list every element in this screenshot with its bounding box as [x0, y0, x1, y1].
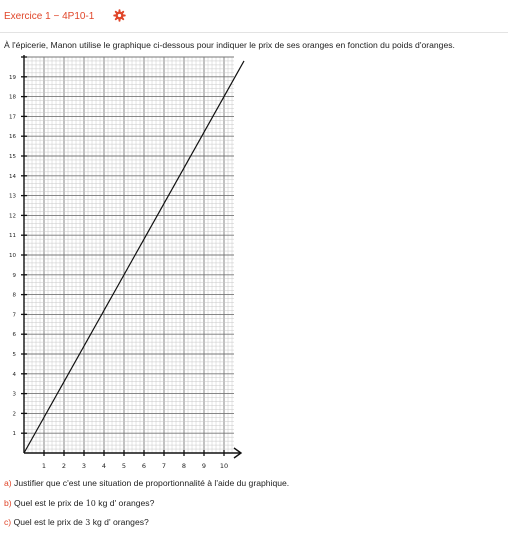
y-tick-label: 4	[12, 371, 16, 378]
question-value: 10	[85, 499, 96, 508]
x-tick-label: 8	[181, 462, 187, 470]
x-tick-label: 10	[219, 462, 229, 470]
gear-icon[interactable]	[113, 9, 126, 22]
question-text-post: kg d' oranges?	[95, 498, 155, 508]
y-tick-label: 9	[12, 272, 16, 279]
x-tick-label: 7	[161, 462, 167, 470]
question-label: b)	[4, 498, 12, 508]
question-value: 3	[85, 518, 91, 527]
x-tick-label: 6	[141, 462, 147, 470]
price-line	[24, 61, 244, 453]
x-tick-label: 4	[101, 462, 107, 470]
exercise-header	[0, 0, 508, 33]
x-tick-label: 3	[81, 462, 87, 470]
question-label: a)	[4, 478, 12, 488]
y-tick-label: 10	[9, 253, 16, 259]
question-text: Justifier que c'est une situation de proportionnalité à l'aide du graphique.	[14, 478, 290, 488]
y-tick-label: 3	[12, 391, 16, 398]
x-tick-label: 9	[201, 462, 207, 470]
x-tick-label: 2	[61, 462, 67, 470]
y-tick-label: 18	[9, 94, 16, 101]
question-label: c)	[4, 517, 12, 527]
y-tick-label: 15	[9, 154, 16, 160]
question-text-post: kg d' oranges?	[90, 517, 149, 527]
y-tick-label: 16	[9, 134, 16, 141]
question-a	[4, 478, 289, 488]
y-tick-label: 7	[12, 312, 16, 319]
question-text-pre: Quel est le prix de	[14, 498, 86, 508]
y-tick-label: 19	[9, 74, 16, 81]
y-tick-label: 2	[12, 411, 16, 418]
y-tick-label: 1	[12, 431, 16, 438]
y-tick-label: 12	[9, 213, 16, 220]
y-tick-label: 11	[9, 233, 16, 240]
exercise-title: Exercice 1 − 4P10-1	[4, 11, 95, 22]
exercise-statement: À l'épicerie, Manon utilise le graphique ci-dessous pour indiquer le prix de ses oranges en fonction du poids d'oranges.	[4, 40, 455, 50]
y-tick-label: 8	[12, 292, 16, 299]
y-tick-label: 13	[9, 193, 16, 200]
y-tick-label: 17	[9, 114, 16, 121]
price-weight-chart	[0, 52, 260, 474]
question-text-pre: Quel est le prix de	[13, 517, 86, 527]
x-tick-label: 1	[41, 462, 47, 470]
question-b	[4, 498, 154, 508]
y-tick-label: 14	[9, 173, 16, 180]
question-c	[4, 517, 149, 527]
y-tick-label: 6	[12, 332, 16, 339]
x-tick-label: 5	[121, 462, 127, 470]
y-tick-label: 5	[12, 352, 16, 358]
